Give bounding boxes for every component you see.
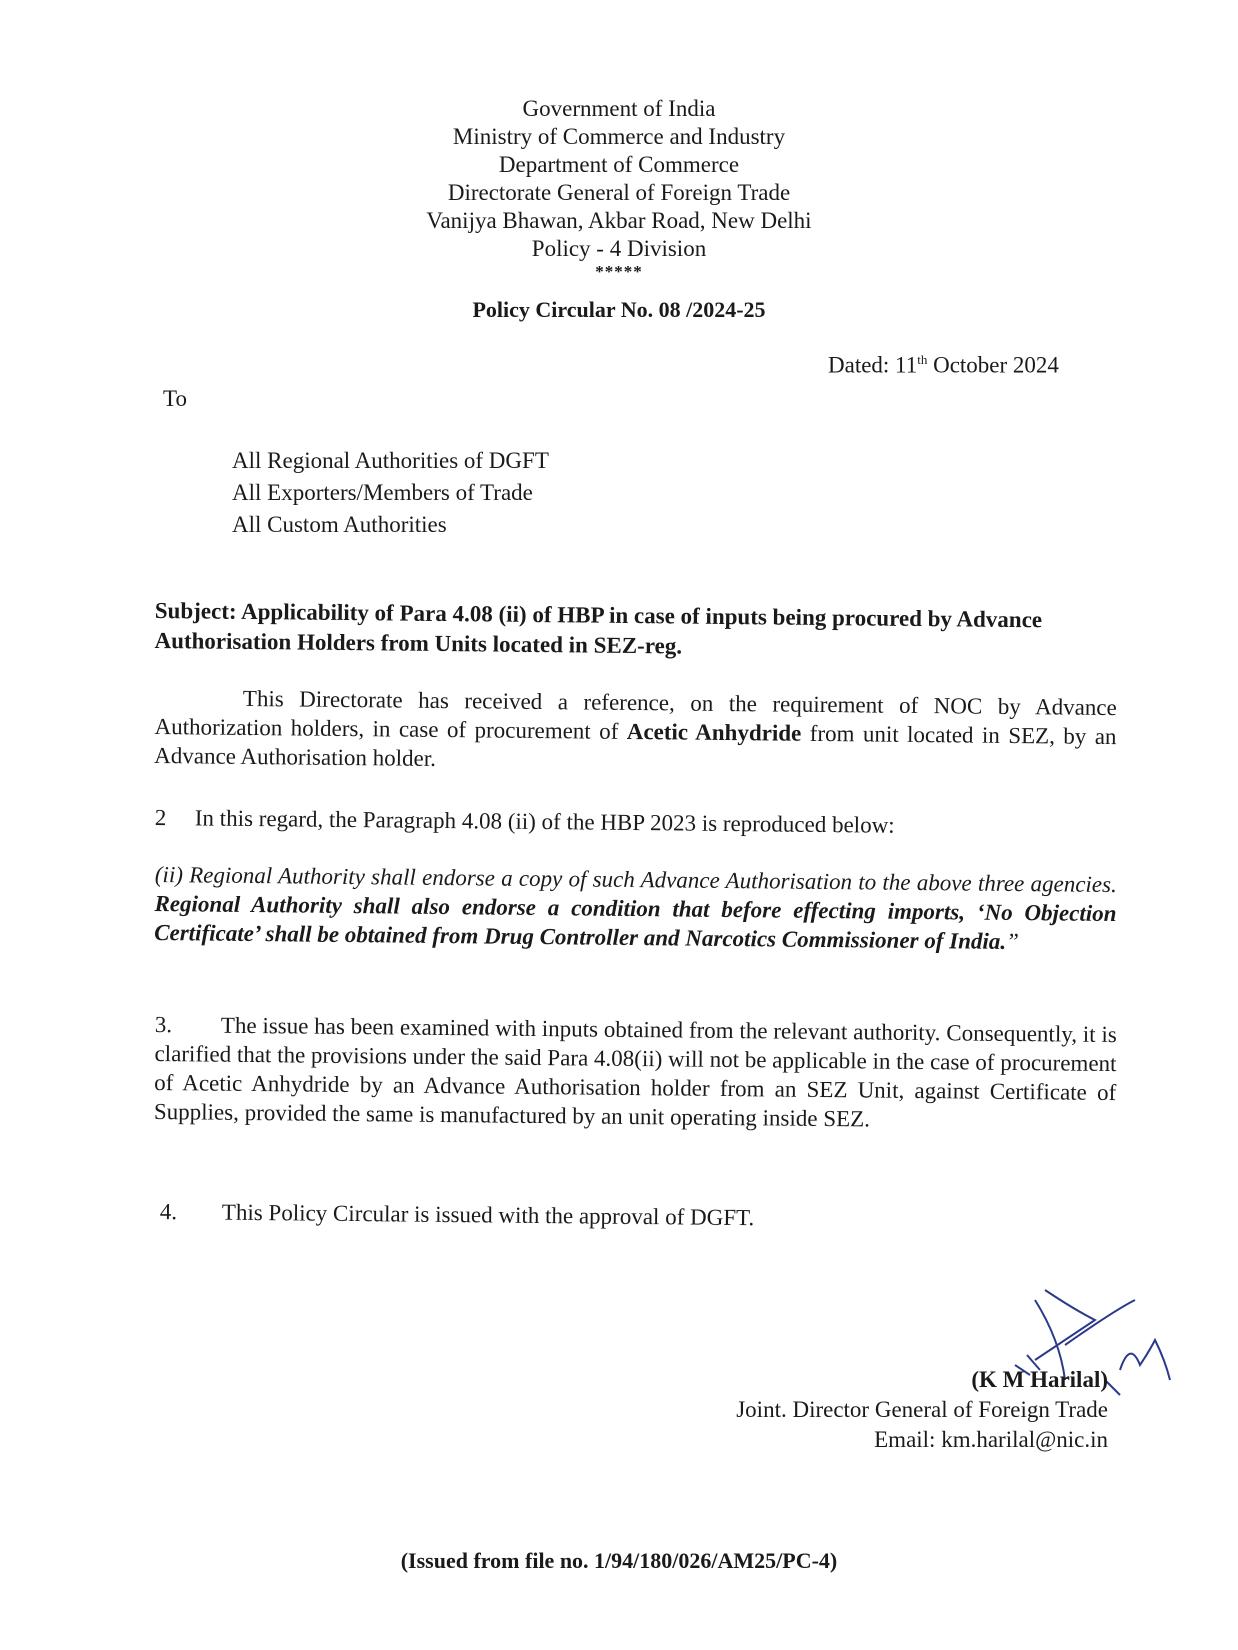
recipient: All Custom Authorities	[232, 512, 447, 537]
to-label: To	[163, 386, 187, 411]
paragraph-3	[154, 1010, 1117, 1136]
quote-text-a: (ii) Regional Authority shall endorse a copy of such Advance Authorisation to the above three agencies.	[154, 861, 1117, 898]
quoted-paragraph	[154, 860, 1117, 957]
date-line	[828, 352, 1059, 379]
paragraph-4	[160, 1197, 1122, 1236]
paragraph-1-text-a: This Directorate has received a reference, on the requirement of NOC by Advance Authorization holders, in case of procurement of	[154, 685, 1117, 744]
paragraph-3-text: The issue has been examined with inputs obtained from the relevant authority. Consequently, it is clarified that the provisions under the said Para 4.08(ii) will not be applicable in the case of procurement of Acetic Anhydride by an Advance Authorisation holder from an SEZ Unit, against Certificate of Supplies, provided the same is manufactured by an unit operating inside SEZ.	[153, 1012, 1117, 1132]
date-rest: October 2024	[927, 352, 1059, 378]
file-reference: (Issued from file no. 1/94/180/026/AM25/PC-4)	[400, 1548, 838, 1573]
header-line: Policy - 4 Division	[531, 236, 707, 261]
paragraph-2	[155, 803, 1117, 842]
quote-bold: Regional Authority shall also endorse a condition that before effecting imports, ‘No Objection Certificate’ shall be obtained from Drug Controller and Narcotics Commissioner of India.	[154, 890, 1117, 954]
paragraph-2-text: In this regard, the Paragraph 4.08 (ii) of the HBP 2023 is reproduced below:	[194, 805, 895, 838]
subject-line: Subject: Applicability of Para 4.08 (ii) of HBP in case of inputs being procured by Advance Authorisation Holders from Units located in SEZ-reg.	[154, 597, 1043, 659]
recipient: All Regional Authorities of DGFT	[232, 448, 549, 473]
signer-designation: Joint. Director General of Foreign Trade	[736, 1397, 1108, 1422]
header-separator-stars: *****	[595, 262, 643, 281]
header-line: Directorate General of Foreign Trade	[447, 180, 791, 205]
signer-email: Email: km.harilal@nic.in	[874, 1427, 1108, 1452]
recipient: All Exporters/Members of Trade	[232, 480, 533, 505]
circular-number: Policy Circular No. 08 /2024-25	[472, 297, 766, 322]
paragraph-number: 3.	[154, 1011, 173, 1038]
date-ordinal: th	[917, 352, 928, 367]
paragraph-number: 4.	[159, 1198, 178, 1225]
header-line: Government of India	[522, 96, 716, 121]
date-prefix: Dated: 11	[828, 352, 918, 378]
signer-name: (K M Harilal)	[971, 1367, 1108, 1392]
recipients-list	[232, 445, 549, 541]
paragraph-1	[154, 683, 1117, 780]
signature-block	[736, 1365, 1108, 1455]
paragraph-4-text: This Policy Circular is issued with the approval of DGFT.	[221, 1199, 755, 1231]
paragraph-1-bold: Acetic Anhydride	[626, 718, 802, 746]
header-line: Ministry of Commerce and Industry	[452, 124, 786, 149]
header-line: Vanijya Bhawan, Akbar Road, New Delhi	[426, 208, 812, 233]
quote-text-b: ”	[1005, 928, 1020, 955]
header-line: Department of Commerce	[498, 152, 740, 177]
paragraph-1-text-b: from unit located in SEZ, by an Advance Authorisation holder.	[154, 720, 1117, 771]
letterhead	[0, 95, 1238, 281]
paragraph-number: 2	[154, 804, 167, 831]
